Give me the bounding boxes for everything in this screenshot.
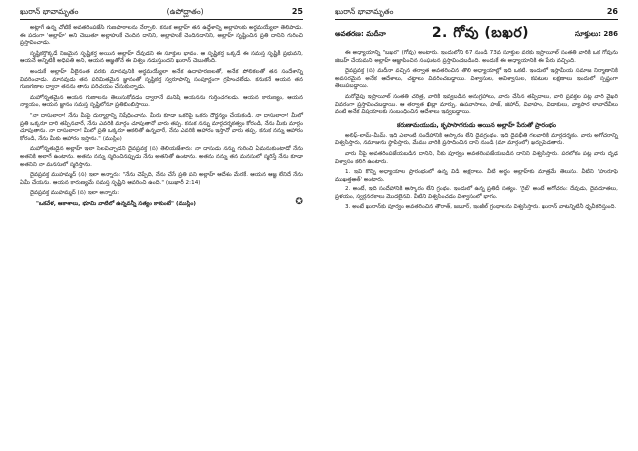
body-paragraph: మహోన్నతుడైన అల్లాహ్ ఇలా సెలవిచ్చాడని దైవప్రవక్త (స) తెలియజేశారు: నా దాసుడు నన్ను గురించి ఏమనుకుంటాడో నేను అతనికి అలాగే ఉంటాను. అతను నన్ను స్మరించినప్పుడు నేను అతనితో ఉంటాను. అతను నన్ను తన మనసులో స్మరిస్తే నేను కూడా అతనిని నా మనసులో స్మరిస్తాను.	[20, 146, 303, 168]
bismillah-heading: కరుణామయుడు, కృపాసాగరుడు అయిన అల్లాహ్ పేరుతో ప్రారంభం	[396, 121, 557, 129]
header-rule	[20, 19, 303, 20]
end-mark-icon: ✪	[295, 196, 303, 207]
closing-quote-text: "ఒకవేళ, ఆకాశాలు, భూమి వాటిలో ఉన్నవన్నీ సత్యం కాకుంటే" (ముస్లిం)	[36, 200, 196, 207]
body-paragraph: అందుకే అల్లాహ్ వీలైనంత వరకు మానవునికి అర్థమయ్యేలా అనేక ఉదాహరణలతో, అనేక పోలికలతో తన సందేశాన్ని వివరించాడు. మానవుడు తన పరిమితమైన జ్ఞానంతో సృష్టికర్త స్వరూపాన్ని సంపూర్ణంగా గ్రహించలేడు. కనుకనే ఆయన తన గుణగణాల ద్వారా తనను తాను పరిచయం చేసుకున్నాడు.	[20, 68, 303, 91]
chapter-title: 2. గోవు (బఖర)	[431, 25, 530, 41]
body-paragraph: సృష్టికర్తొక్కడే నిజమైన సృష్టికర్త అయిన అల్లాహ్ దేవుడని ఈ సూక్తుల భావం. ఆ సృష్టికర్త ఒక్కడే ఈ సమస్త సృష్టికీ ప్రభువని, ఆయనే అన్నిటికీ అధిపతి అని, ఆయన ఆజ్ఞతోనే ఈ విశ్వం నడుస్తుందని ఖురాన్ చెబుతోంది.	[20, 50, 303, 65]
revelation-place: అవతరణ: మదీనా	[335, 29, 386, 38]
verse-count: సూక్తులు: 286	[575, 29, 618, 38]
chapter-heading	[335, 25, 618, 44]
body-paragraph: అట్లాగే ఉన్న చోటికే అవతరింపజేసి గుణపాఠాలను నేర్పాలి. కనుక అల్లాహ్ తన ఉద్దేశాన్ని అల్లాహుకు అర్థమయ్యేలా తెలిపాడు. ఈ పదంగా 'అల్లాహ్' అని చెబుతూ అల్లాహుకే చెందిన దానిని, అల్లాహుకే చెందినదానిని, అల్లాహ్ సృష్టించిన ప్రతి దానిని గురించి ప్రస్తావించాడు.	[20, 25, 303, 47]
footnotes	[335, 169, 618, 211]
left-page-header	[20, 6, 303, 17]
footnote: 3. అంటే ఖురాన్‌కు పూర్వం అవతరించిన తౌరాత్, జబూర్, ఇంజీల్ గ్రంథాలను విశ్వసిస్తారు. ఖురాన్ వాటన్నిటినీ ధృవీకరిస్తుంది.	[345, 203, 617, 210]
left-page-body	[20, 25, 303, 208]
header-rule	[335, 19, 618, 20]
intro-paragraph: ఈ అధ్యాయాన్ని "బఖర" (గోవు) అంటారు. ఇందులోని 67 నుండి 73వ సూక్తుల వరకు ఇస్రాయీల్ సంతతి వారికి ఒక గోవును జిబహ్ చేయమని అల్లాహ్ ఆజ్ఞాపించిన సంఘటన ప్రస్తావించబడింది. అందుకే ఈ అధ్యాయానికి ఈ పేరు వచ్చింది.	[335, 50, 618, 64]
body-paragraph: దైవప్రవక్త ముహమ్మద్ (స) ఇలా అన్నారు:	[30, 190, 120, 197]
running-title: ఖురాన్ భావామృతం	[20, 7, 79, 16]
right-page-header	[335, 6, 618, 17]
intro-paragraph: మరోవైపు ఇస్రాయీల్ సంతతి చరిత్ర, వారికి ఇవ్వబడిన అనుగ్రహాలు, వారు చేసిన తప్పిదాలు, వారి ప్రవక్తల పట్ల వారి వైఖరి వివరంగా ప్రస్తావించబడ్డాయి. ఆ తర్వాత ఖిబ్లా మార్పు, ఉపవాసాలు, హజ్, జిహాద్, వివాహం, విడాకులు, వ్యాపార లావాదేవీలు వంటి అనేక విషయాలకు సంబంధించిన ఆదేశాలు ఇవ్వబడ్డాయి.	[335, 93, 618, 116]
page-number: 26	[606, 7, 618, 16]
running-title: ఖురాన్ భావామృతం	[335, 7, 394, 16]
body-paragraph: మహోన్నతమైన ఆయన గుణాలను తెలుసుకోవడం ద్వారానే మనిషి ఆయనను గుర్తించగలడు. ఆయన కారుణ్యం, ఆయన న్యాయం, ఆయన జ్ఞానం సమస్త సృష్టిలోనూ ప్రతిబింబిస్తాయి.	[20, 94, 303, 109]
verse-paragraph: అలిఫ్-లామ్-మీమ్. ఇది ఎలాంటి సందేహానికి ఆస్కారం లేని దైవగ్రంథం. ఇది దైవభీతి గలవారికి మార్గదర్శకం. వారు అగోచరాన్ని విశ్వసిస్తారు, నమాజును స్థాపిస్తారు, మేము వారికి ప్రసాదించిన దాని నుండి (మా మార్గంలో) ఖర్చుపెడతారు.	[335, 132, 618, 147]
footnote: 2. అంటే, ఇది సందేహానికి ఆస్కారం లేని గ్రంథం. ఇందులో ఉన్న ప్రతిదీ సత్యం. 'గైబ్' అంటే అగోచరం: దేవుడు, దైవదూతలు, ప్రళయం, స్వర్గనరకాలు మొదలైనవి. వీటిని విశ్వసించడం విశ్వాసంలో భాగం.	[335, 186, 618, 200]
right-page	[319, 0, 638, 451]
verse-paragraph: వారు నీపై అవతరింపజేయబడిన దానిని, నీకు పూర్వం అవతరింపజేయబడిన దానిని విశ్వసిస్తారు. పరలోకం పట్ల వారు దృఢ విశ్వాసం కలిగి ఉంటారు.	[335, 150, 618, 165]
hadith-paragraph: "నా దాసులారా! నేను మీపై దుర్మార్గాన్ని నిషేధించాను. మీరు కూడా ఒకరిపై ఒకరు దౌర్జన్యం చేయకండి. నా దాసులారా! మీలో ప్రతి ఒక్కరూ దారి తప్పినవారే, నేను ఎవరికి మార్గం చూపుతానో వారు తప్ప. కనుక నన్ను మార్గదర్శకత్వం కోరండి, నేను మీకు మార్గం చూపుతాను. నా దాసులారా! మీలో ప్రతి ఒక్కరూ ఆకలితో ఉన్నవారే, నేను ఎవరికి ఆహారం ఇస్తానో వారు తప్ప. కనుక నన్ను ఆహారం కోరండి, నేను మీకు ఆహారం ఇస్తాను." (ముస్లిం)	[20, 112, 303, 142]
body-paragraph: దైవప్రవక్త ముహమ్మద్ (స) ఇలా అన్నారు: "నేను చెప్పేది, నేను చేసే ప్రతి పని అల్లాహ్ ఆదేశం మేరకే. ఆయన ఆజ్ఞ లేనిదే నేను ఏమీ చేయను. ఆయన కారుణ్యమే సమస్త సృష్టిని ఆవరించి ఉంది." (బుఖారీ 2:14)	[20, 172, 303, 186]
intro-paragraph: దైవప్రవక్త (స) మదీనా వచ్చిన తర్వాత అవతరించిన తొలి అధ్యాయాల్లో ఇది ఒకటి. ఇందులో ఇస్లామీయ సమాజ నిర్మాణానికి అవసరమైన అనేక ఆదేశాలు, చట్టాలు వివరించబడ్డాయి. విశ్వాసుల, అవిశ్వాసుల, కపటుల లక్షణాలు ఇందులో స్పష్టంగా తెలుపబడ్డాయి.	[335, 68, 618, 90]
footnote: 1. ఇవి కొన్ని అధ్యాయాల ప్రారంభంలో ఉన్న విడి అక్షరాలు. వీటి అర్థం అల్లాహ్‌కు మాత్రమే తెలుసు. వీటిని 'హురూఫె ముఖత్తఆత్' అంటారు.	[335, 169, 618, 183]
page-number: 25	[291, 7, 303, 16]
right-page-body	[335, 50, 618, 211]
closing-quote	[20, 196, 303, 209]
section-label: (ఉపోద్ఘాతం)	[166, 7, 204, 16]
